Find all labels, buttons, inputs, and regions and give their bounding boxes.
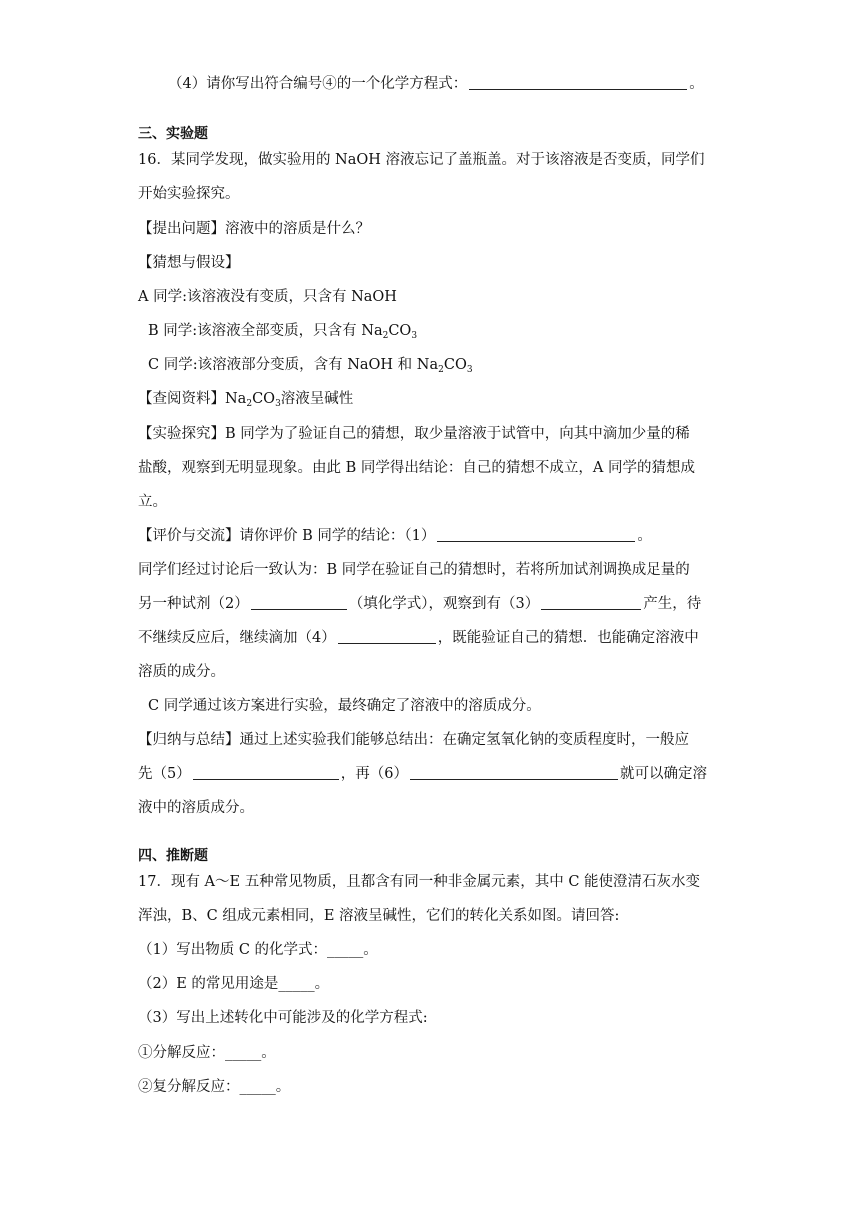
sum-text-mid: ，再（6）: [340, 766, 408, 782]
q16-explore-line3: 立。: [138, 494, 167, 510]
q17-p3: （3）写出上述转化中可能涉及的化学方程式:: [138, 1010, 428, 1026]
hypo-c-formula: CO: [443, 357, 467, 373]
q16-intro-line2: 开始实验探究。: [138, 186, 240, 202]
answer-blank[interactable]: [469, 75, 687, 90]
sum-text: 先（5）: [138, 766, 191, 782]
hypo-b-text: B 同学:该溶液全部变质，只含有 Na: [148, 323, 383, 339]
answer-blank-2[interactable]: [251, 595, 347, 610]
q16-sum-line3: 液中的溶质成分。: [138, 800, 254, 816]
sum-text-end: 就可以确定溶: [619, 766, 707, 782]
answer-blank-5[interactable]: [193, 765, 339, 780]
q16-sum-line2: [138, 764, 707, 784]
info-text: 【查阅资料】Na: [138, 391, 247, 407]
answer-blank-3[interactable]: [541, 595, 641, 610]
q15-part4-end: 。: [689, 76, 704, 92]
q17-line1: 17．现有 A～E 五种常见物质，且都含有同一种非金属元素，其中 C 能使澄清石灰水变: [138, 874, 701, 890]
q16-sum-line1: 【归纳与总结】通过上述实验我们能够总结出：在确定氢氧化钠的变质程度时，一般应: [138, 732, 689, 748]
q16-disc-line1: 同学们经过讨论后一致认为：B 同学在验证自己的猜想时，若将所加试剂调换成足量的: [138, 562, 690, 578]
q16-explore-line2: 盐酸，观察到无明显现象。由此 B 同学得出结论：自己的猜想不成立，A 同学的猜想成: [138, 460, 695, 476]
subscript: 2: [438, 365, 444, 375]
q16-intro-line1: 16．某同学发现，做实验用的 NaOH 溶液忘记了盖瓶盖。对于该溶液是否变质，同学们: [138, 152, 705, 168]
disc-text: 另一种试剂（2）: [138, 596, 249, 612]
q17-line2: 浑浊，B、C 组成元素相同，E 溶液呈碱性，它们的转化关系如图。请回答:: [138, 908, 620, 924]
section-3-title: 三、实验题: [138, 126, 208, 142]
answer-blank-6[interactable]: [410, 765, 618, 780]
q17-p3b: ②复分解反应：_____。: [138, 1079, 291, 1095]
hypo-c-text: C 同学:该溶液部分变质，含有 NaOH 和 Na: [148, 357, 439, 373]
q17-p1: （1）写出物质 C 的化学式：_____。: [138, 942, 378, 958]
eval-label: 【评价与交流】请你评价 B 同学的结论：（1）: [138, 528, 436, 544]
q17-p3a: ①分解反应：_____。: [138, 1045, 276, 1061]
q16-disc-line4: 溶质的成分。: [138, 664, 225, 680]
subscript: 3: [466, 365, 473, 375]
disc-text: 不继续反应后，继续滴加（4）: [138, 630, 336, 646]
q16-hypo-c: [148, 355, 473, 375]
answer-blank-4[interactable]: [338, 629, 436, 644]
q16-explore-line1: 【实验探究】B 同学为了验证自己的猜想，取少量溶液于试管中，向其中滴加少量的稀: [138, 426, 690, 442]
q16-question: 【提出问题】溶液中的溶质是什么？: [138, 221, 370, 237]
disc-text-end: 产生，待: [643, 596, 702, 612]
subscript: 3: [275, 399, 281, 409]
q16-disc-line3: [138, 628, 699, 648]
q15-part4-label: （4）请你写出符合编号④的一个化学方程式：: [168, 76, 468, 92]
info-text-end: 溶液呈碱性: [280, 391, 354, 407]
disc-text-mid: （填化学式），观察到有（3）: [348, 596, 540, 612]
q15-part4: [168, 74, 704, 94]
subscript: 3: [411, 331, 418, 341]
hypo-b-formula: CO: [388, 323, 412, 339]
q16-c-line: C 同学通过该方案进行实验，最终确定了溶液中的溶质成分。: [148, 698, 541, 714]
section-4-title: 四、推断题: [138, 848, 208, 864]
q16-hypo-a: A 同学:该溶液没有变质，只含有 NaOH: [138, 289, 397, 305]
q16-disc-line2: [138, 594, 701, 614]
q16-hypothesis-title: 【猜想与假设】: [138, 255, 240, 271]
subscript: 2: [382, 331, 389, 341]
eval-end: 。: [637, 528, 652, 544]
q16-eval: [138, 526, 652, 546]
q16-info: [138, 389, 353, 409]
q16-hypo-b: [148, 321, 417, 341]
q17-p2: （2）E 的常见用途是_____。: [138, 976, 330, 992]
disc-text-end: ，既能验证自己的猜想．也能确定溶液中: [437, 630, 699, 646]
answer-blank-1[interactable]: [437, 527, 635, 542]
info-formula: CO: [252, 391, 276, 407]
subscript: 2: [246, 399, 253, 409]
